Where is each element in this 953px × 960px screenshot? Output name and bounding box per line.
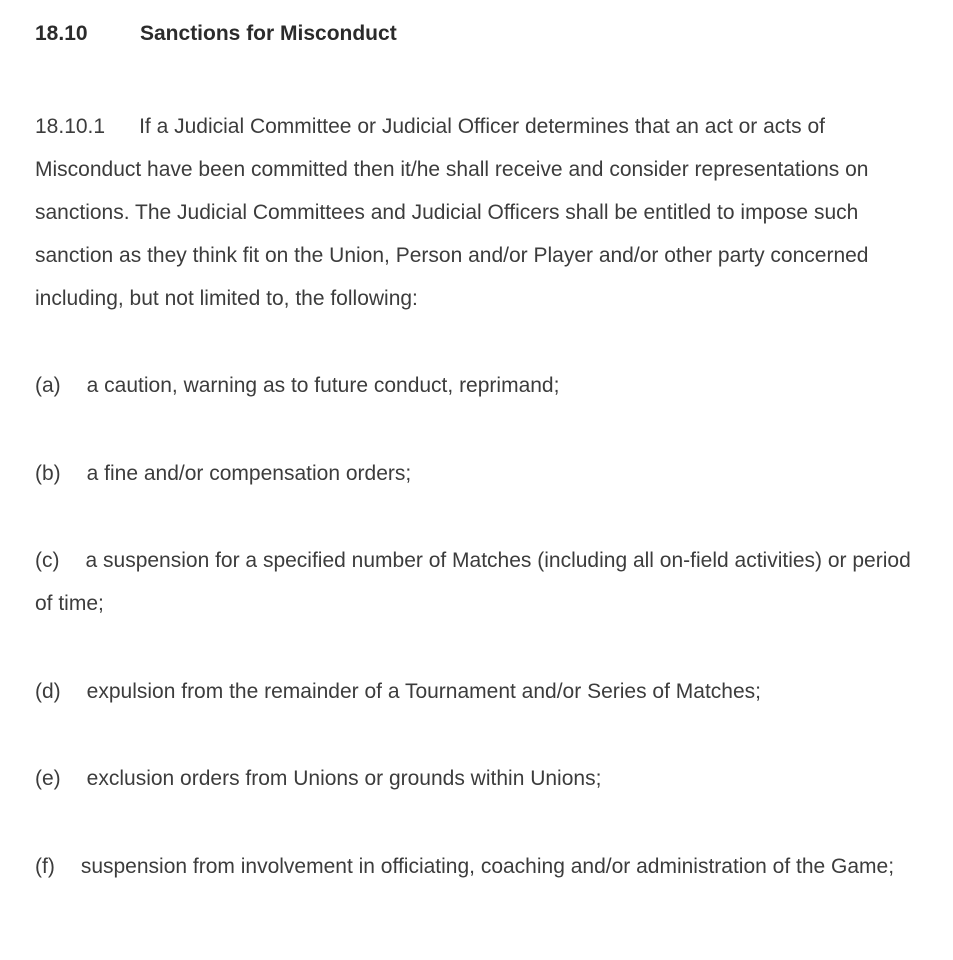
list-item-text: a fine and/or compensation orders; (86, 462, 412, 485)
list-item-text: exclusion orders from Unions or grounds within Unions; (86, 767, 602, 790)
list-item-label: (b) (35, 462, 61, 485)
section-heading (35, 22, 397, 46)
list-item-text: a suspension for a specified number of Matches (including all on-field activities) or period of time; (35, 549, 911, 615)
list-item (35, 845, 915, 888)
list-item (35, 670, 915, 713)
paragraph-text: If a Judicial Committee or Judicial Officer determines that an act or acts of Misconduct have been committed then it/he shall receive and consider representations on sanctions. The Judicial Committees and Judicial Officers shall be entitled to impose such sanction as they think fit on the Union, Person and/or Player and/or other party concerned including, but not limited to, the following: (35, 115, 869, 310)
list-item-label: (c) (35, 549, 60, 572)
paragraph-number: 18.10.1 (35, 115, 106, 138)
paragraph-18-10-1 (35, 105, 915, 320)
list-item-text: suspension from involvement in officiating, coaching and/or administration of the Game; (80, 855, 895, 878)
list-item (35, 452, 915, 495)
list-item-label: (d) (35, 680, 61, 703)
list-item (35, 539, 915, 625)
section-title: Sanctions for Misconduct (140, 22, 397, 45)
list-item-label: (a) (35, 374, 61, 397)
list-item-label: (f) (35, 855, 55, 878)
list-item-label: (e) (35, 767, 61, 790)
section-number: 18.10 (35, 22, 88, 45)
list-item-text: expulsion from the remainder of a Tournament and/or Series of Matches; (86, 680, 761, 703)
list-item (35, 364, 915, 407)
list-item-text: a caution, warning as to future conduct, reprimand; (86, 374, 560, 397)
list-item (35, 757, 915, 800)
